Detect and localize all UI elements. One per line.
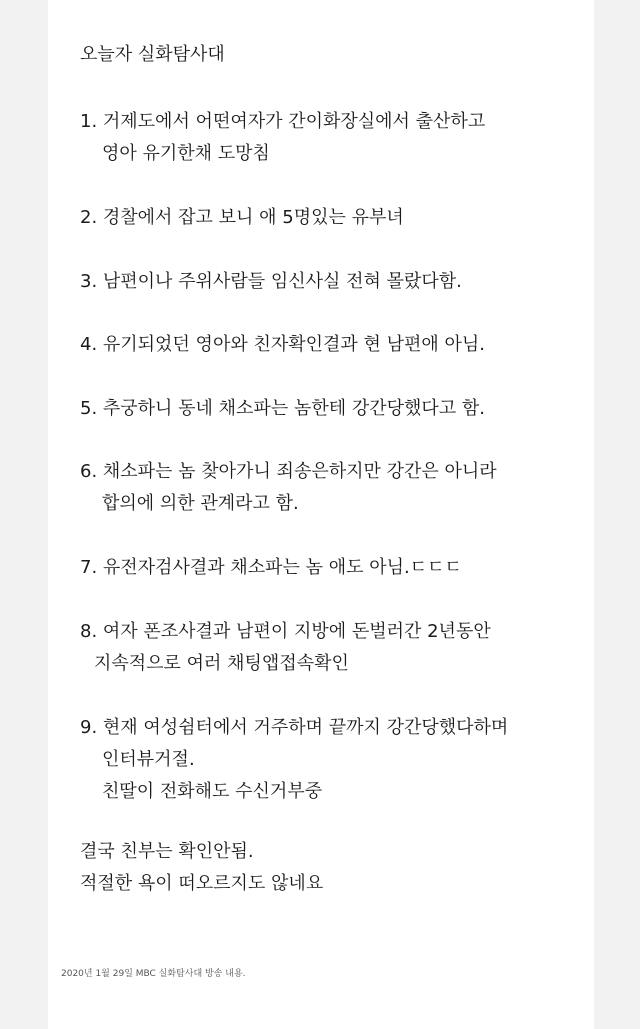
list-item-line: 7. 유전자검사결과 채소파는 놈 애도 아님.ㄷㄷㄷ (80, 557, 462, 578)
list-item-2 (80, 202, 580, 234)
list-item-1 (80, 106, 580, 170)
list-item-line: 8. 여자 폰조사결과 남편이 지방에 돈벌러간 2년동안 (80, 621, 491, 642)
list-item-line: 지속적으로 여러 채팅앱접속확인 (94, 653, 349, 674)
list-item-8 (80, 616, 580, 680)
list-item-line: 인터뷰거절. (102, 749, 195, 770)
list-item-line: 2. 경찰에서 잡고 보니 애 5명있는 유부녀 (80, 207, 404, 228)
list-item-4 (80, 329, 580, 361)
list-item-line: 3. 남편이나 주위사람들 임신사실 전혀 몰랐다함. (80, 271, 462, 292)
list-item-line: 영아 유기한채 도망침 (102, 143, 270, 164)
conclusion-line: 결국 친부는 확인안됨. (80, 841, 254, 862)
list-item-9 (80, 712, 580, 808)
conclusion (80, 836, 323, 900)
list-item-5 (80, 393, 580, 425)
list-item-line: 1. 거제도에서 어떤여자가 간이화장실에서 출산하고 (80, 111, 486, 132)
list-item-line: 6. 채소파는 놈 찾아가니 죄송은하지만 강간은 아니라 (80, 461, 497, 482)
list-item-line: 합의에 의한 관계라고 함. (102, 493, 299, 514)
conclusion-line: 적절한 욕이 떠오르지도 않네요 (80, 873, 324, 894)
list-item-6 (80, 456, 580, 520)
text-sheet (48, 0, 594, 1029)
list-item-line: 친딸이 전화해도 수신거부중 (102, 781, 323, 802)
list-item-line: 4. 유기되었던 영아와 친자확인결과 현 남편애 아님. (80, 334, 485, 355)
post-title: 오늘자 실화탐사대 (80, 44, 225, 65)
list-item-line: 9. 현재 여성쉼터에서 거주하며 끝까지 강간당했다하며 (80, 717, 509, 738)
list-item-7 (80, 552, 580, 584)
list-item-3 (80, 266, 580, 298)
list-item-line: 5. 추궁하니 동네 채소파는 놈한테 강간당했다고 함. (80, 398, 485, 419)
broadcast-caption: 2020년 1월 29일 MBC 실화탐사대 방송 내용. (61, 969, 246, 979)
